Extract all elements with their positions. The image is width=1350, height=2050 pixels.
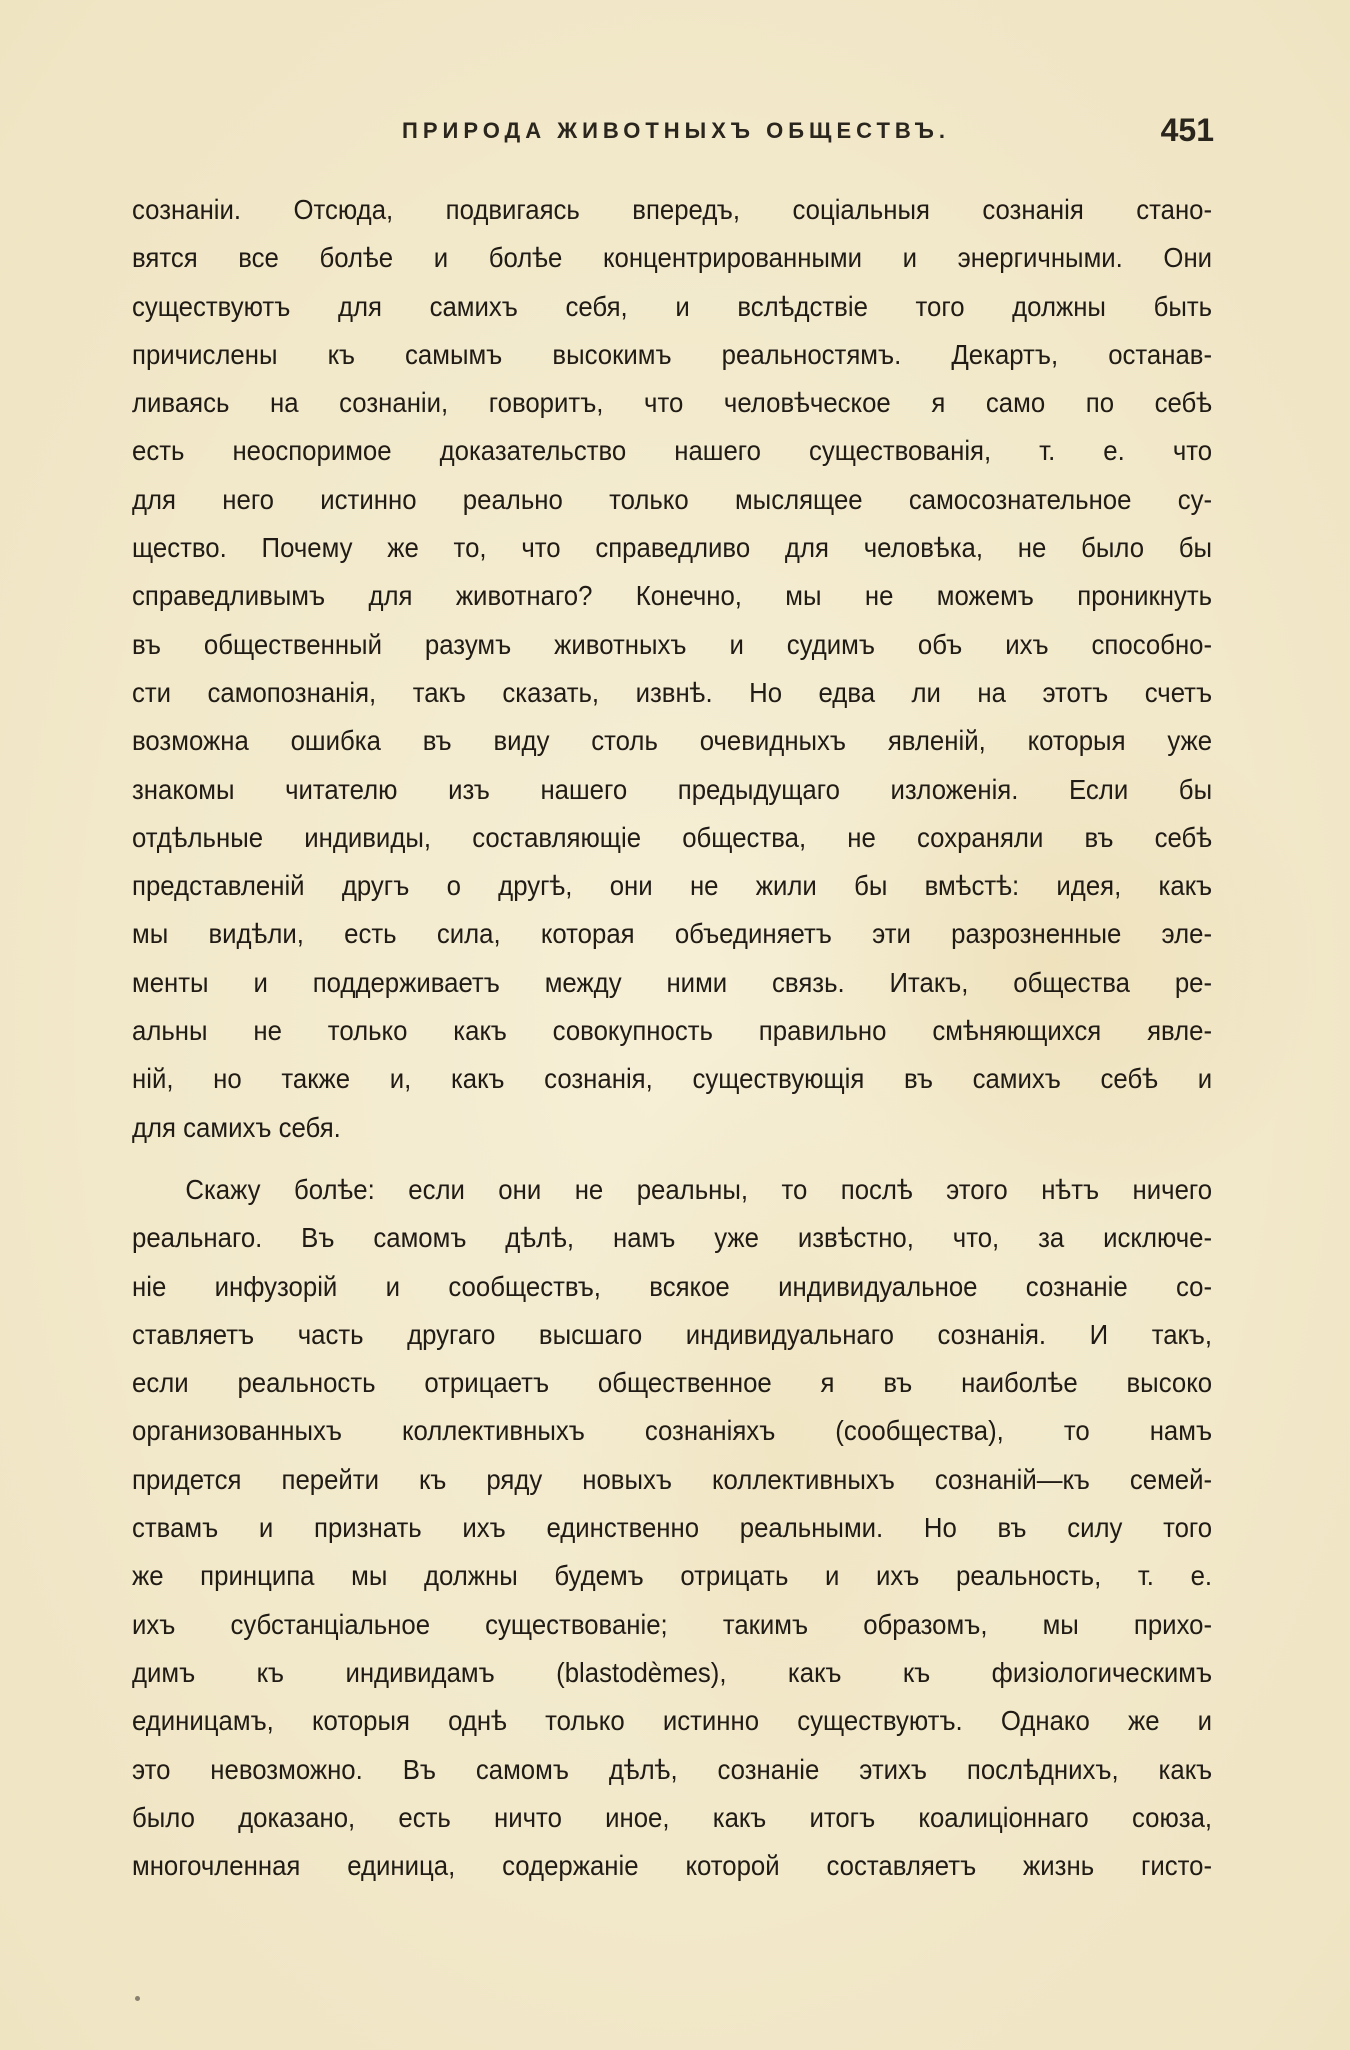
text-line: возможна ошибка въ виду столь очевидныхъ явленій, которыя уже (132, 725, 1213, 757)
text-line: для самихъ себя. (132, 1111, 341, 1143)
text-line: есть неоспоримое доказательство нашего существованія, т. е. что (132, 435, 1213, 467)
text-line: единицамъ, которыя однѣ только истинно существуютъ. Однако же и (132, 1705, 1213, 1737)
text-line: отдѣльные индивиды, составляющіе общества, не сохраняли въ себѣ (132, 821, 1213, 853)
text-line: ихъ субстанціальное существованіе; такимъ образомъ, мы прихо- (132, 1608, 1213, 1640)
text-line: ній, но также и, какъ сознанія, существующія въ самихъ себѣ и (132, 1063, 1213, 1095)
paragraph-gap (132, 1152, 1212, 1166)
text-line: знакомы читателю изъ нашего предыдущаго изложенія. Если бы (132, 773, 1213, 805)
page-number: 451 (1160, 112, 1214, 148)
paragraph (132, 1166, 1212, 1890)
text-line: придется перейти къ ряду новыхъ коллективныхъ сознаній—къ семей- (132, 1463, 1213, 1495)
text-line: реальнаго. Въ самомъ дѣлѣ, намъ уже извѣстно, что, за исключе- (132, 1222, 1213, 1254)
paragraph (132, 186, 1212, 1152)
text-line: причислены къ самымъ высокимъ реальностямъ. Декартъ, останав- (132, 338, 1213, 370)
text-line: ливаясь на сознаніи, говоритъ, что человѣческое я само по себѣ (132, 387, 1213, 419)
text-line: сти самопознанія, такъ сказать, извнѣ. Но едва ли на этотъ счетъ (132, 676, 1213, 708)
text-line: сознаніи. Отсюда, подвигаясь впередъ, соціальныя сознанія стано- (132, 194, 1213, 225)
text-line: для него истинно реально только мыслящее самосознательное су- (132, 483, 1213, 515)
text-line: мы видѣли, есть сила, которая объединяетъ эти разрозненные эле- (132, 918, 1213, 950)
text-line: справедливымъ для животнаго? Конечно, мы не можемъ проникнуть (132, 580, 1213, 612)
text-line: было доказано, есть ничто иное, какъ итогъ коалиціоннаго союза, (132, 1801, 1213, 1833)
text-line: если реальность отрицаетъ общественное я въ наиболѣе высоко (132, 1367, 1213, 1399)
text-line: это невозможно. Въ самомъ дѣлѣ, сознаніе этихъ послѣднихъ, какъ (132, 1753, 1213, 1785)
text-line: ніе инфузорій и сообществъ, всякое индивидуальное сознаніе со- (132, 1270, 1213, 1302)
text-line: Скажу болѣе: если они не реальны, то послѣ этого нѣтъ ничего (185, 1173, 1213, 1205)
text-line: ствамъ и признать ихъ единственно реальными. Но въ силу того (132, 1512, 1213, 1544)
body-text (132, 186, 1212, 1890)
page-header (130, 112, 1222, 152)
text-line: менты и поддерживаетъ между ними связь. Итакъ, общества ре- (132, 966, 1213, 998)
text-line: въ общественный разумъ животныхъ и судимъ объ ихъ способно- (132, 628, 1213, 660)
text-line: же принципа мы должны будемъ отрицать и ихъ реальность, т. е. (132, 1560, 1213, 1592)
ink-speck (135, 1996, 140, 2001)
text-line: представленій другъ о другѣ, они не жили бы вмѣстѣ: идея, какъ (132, 870, 1213, 902)
text-line: альны не только какъ совокупность правильно смѣняющихся явле- (132, 1015, 1213, 1047)
text-line: многочленная единица, содержаніе которой составляетъ жизнь гисто- (132, 1850, 1213, 1882)
text-line: существуютъ для самихъ себя, и вслѣдствіе того должны быть (132, 290, 1213, 322)
text-line: организованныхъ коллективныхъ сознаніяхъ (сообщества), то намъ (132, 1415, 1213, 1447)
running-title: ПРИРОДА ЖИВОТНЫХЪ ОБЩЕСТВЪ. (402, 118, 950, 143)
text-line: вятся все болѣе и болѣе концентрированными и энергичными. Они (132, 242, 1213, 274)
text-line: ставляетъ часть другаго высшаго индивидуальнаго сознанія. И такъ, (132, 1318, 1213, 1350)
text-line: димъ къ индивидамъ (blastodèmes), какъ къ физіологическимъ (132, 1656, 1213, 1688)
text-line: щество. Почему же то, что справедливо для человѣка, не было бы (132, 532, 1213, 564)
